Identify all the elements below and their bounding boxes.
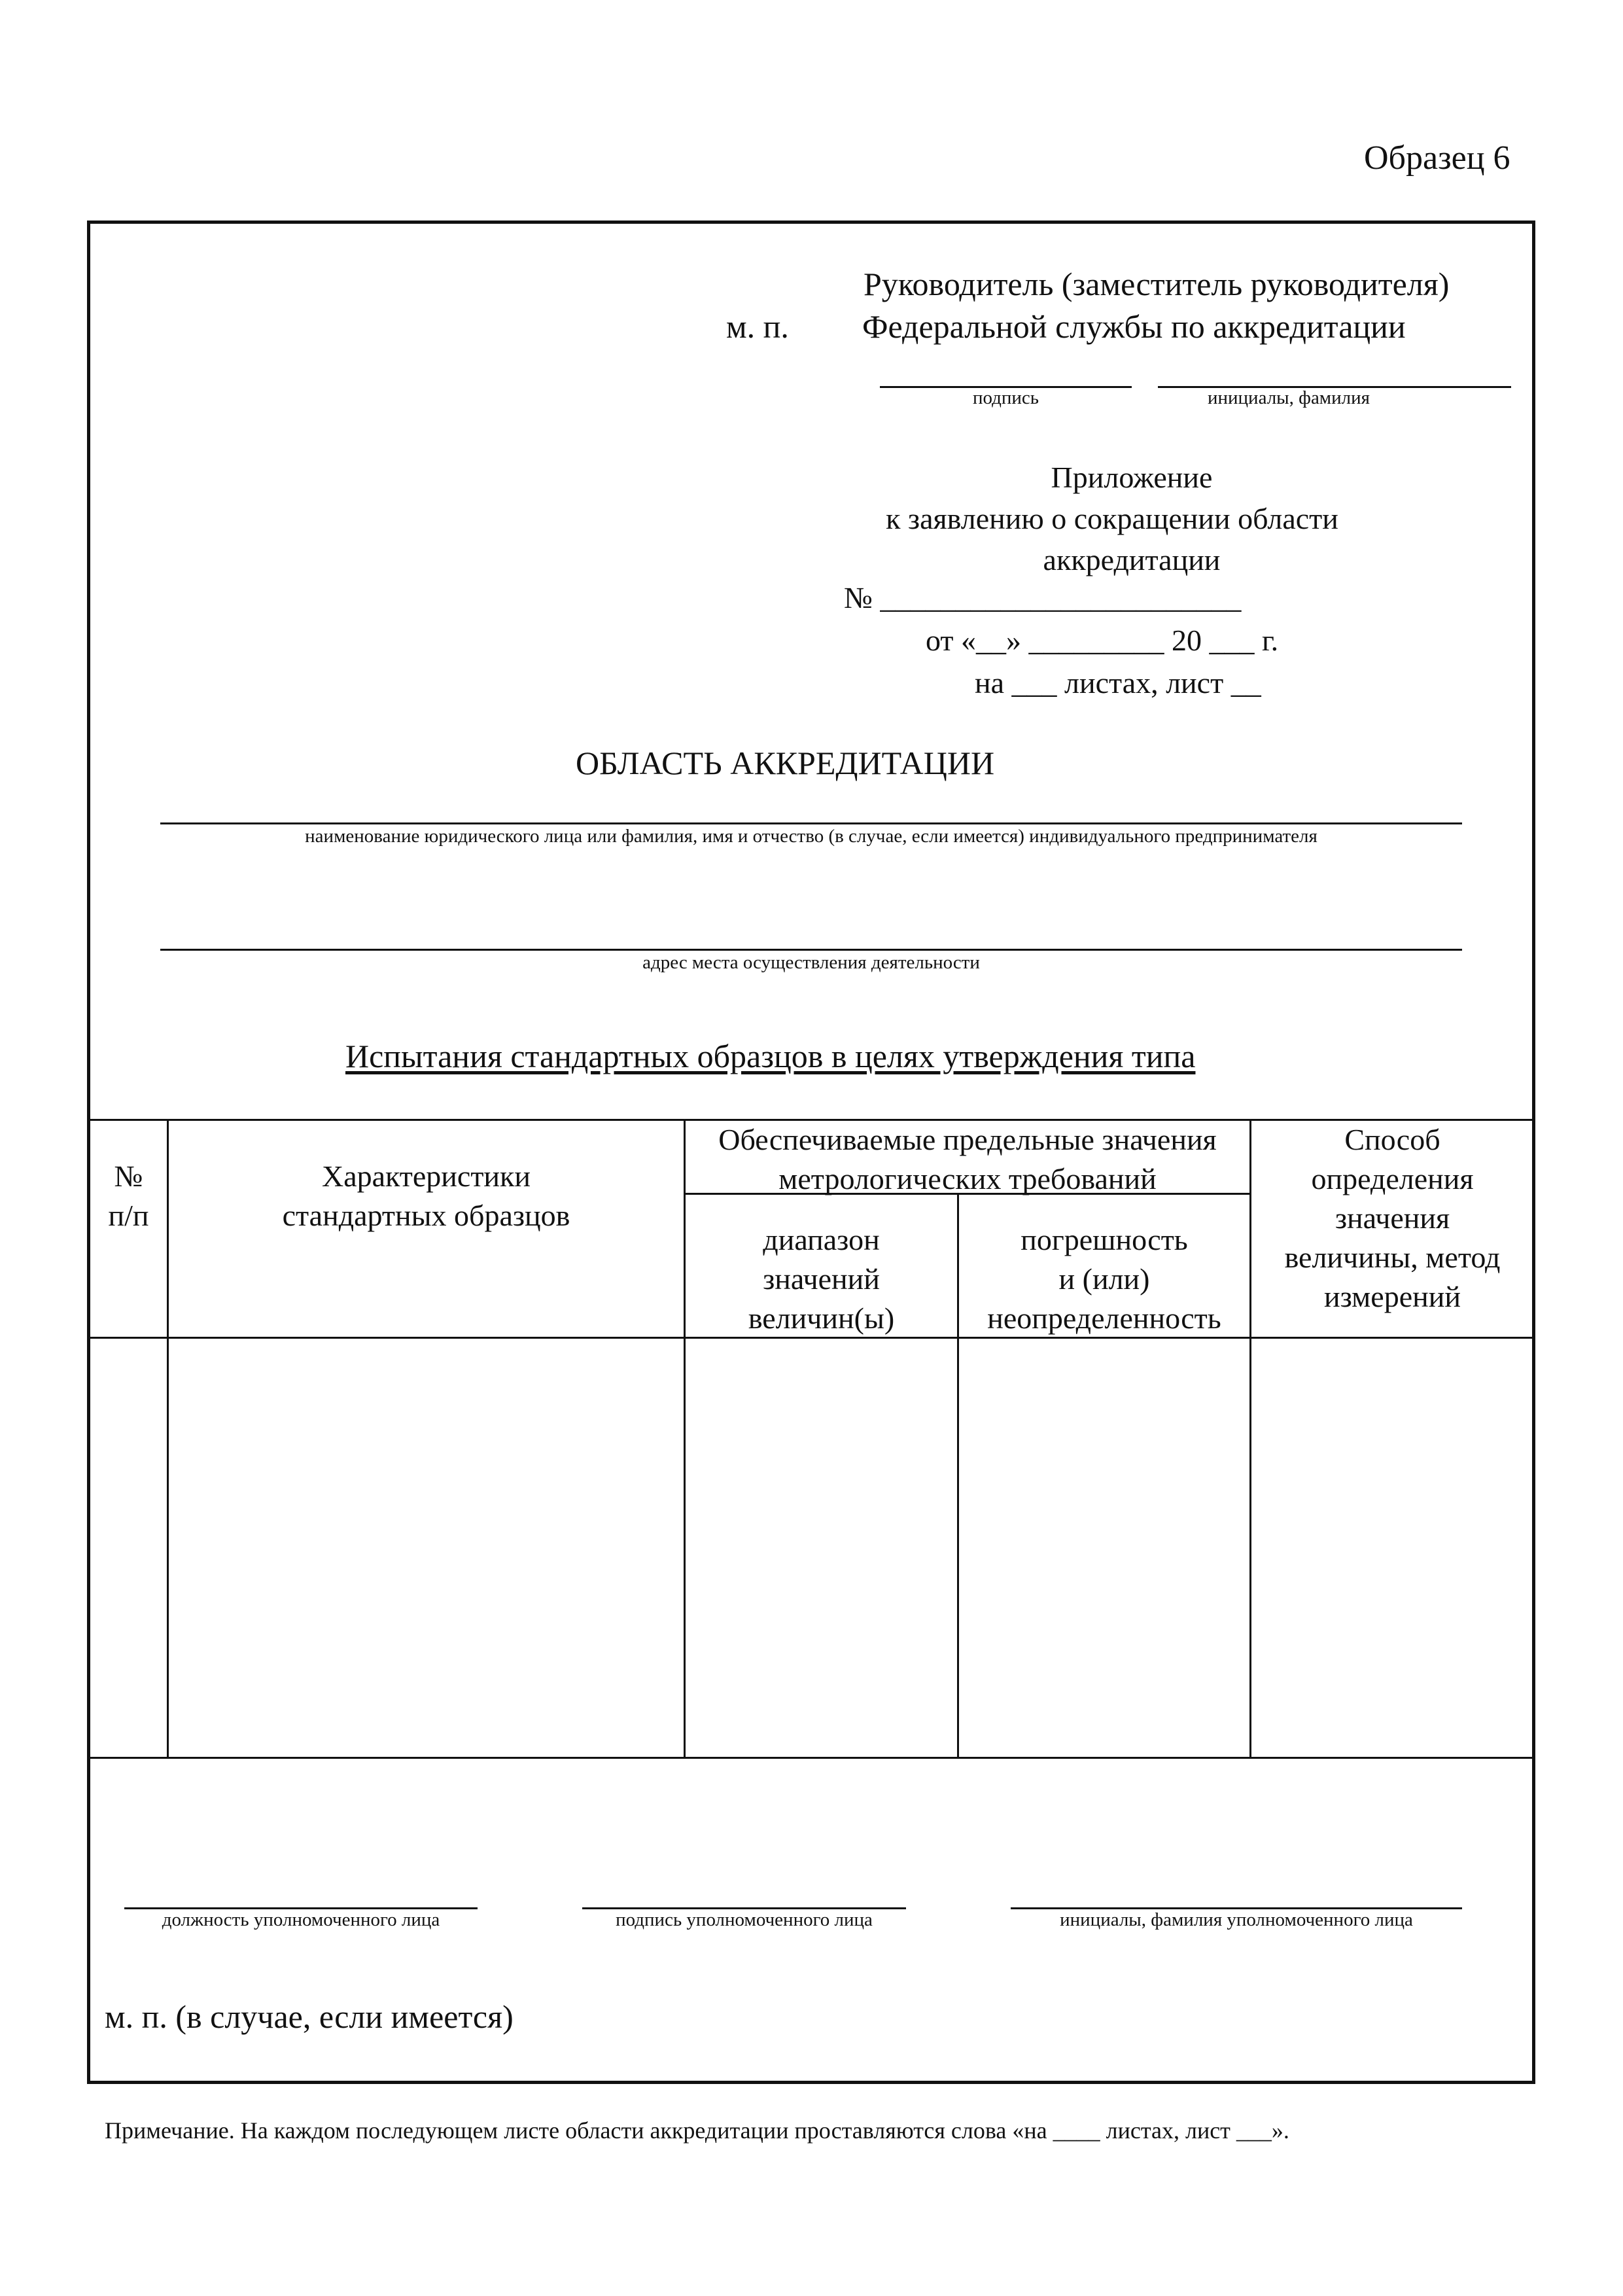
authorized-name-caption: инициалы, фамилия уполномоченного лица — [1060, 1909, 1413, 1930]
header-characteristics-line-1: Характеристики — [321, 1159, 531, 1193]
table-col-divider-2 — [684, 1119, 686, 1757]
approval-line-2: Федеральной службы по аккредитации — [862, 308, 1406, 345]
annex-number-field: № ________________________ — [844, 581, 1242, 614]
header-metrological-limits-line-2: метрологических требований — [778, 1162, 1157, 1195]
header-characteristics — [169, 1157, 684, 1235]
header-method-line-3: значения — [1335, 1201, 1450, 1235]
address-line — [160, 949, 1462, 951]
header-method-line-2: определения — [1311, 1162, 1474, 1195]
header-num-line-1: № — [114, 1159, 143, 1193]
header-error-line-2: и (или) — [1058, 1262, 1150, 1296]
header-method-line-4: величины, метод — [1284, 1241, 1501, 1274]
header-error — [959, 1220, 1249, 1338]
document-title: ОБЛАСТЬ АККРЕДИТАЦИИ — [576, 745, 995, 781]
header-error-line-1: погрешность — [1021, 1223, 1188, 1256]
header-method-line-5: измерений — [1324, 1280, 1461, 1313]
annex-sheets-field: на ___ листах, лист __ — [975, 666, 1261, 699]
entity-name-line — [160, 822, 1462, 824]
header-range-line-1: диапазон — [763, 1223, 880, 1256]
approval-signature-caption: подпись — [972, 387, 1039, 408]
annex-line-3: аккредитации — [1043, 543, 1221, 576]
stamp-place-note: м. п. (в случае, если имеется) — [105, 1998, 514, 2035]
header-range-line-3: величин(ы) — [748, 1301, 895, 1335]
signature-caption: подпись уполномоченного лица — [616, 1909, 873, 1930]
annex-line-2: к заявлению о сокращении области — [886, 502, 1338, 535]
header-method — [1251, 1120, 1533, 1316]
address-caption: адрес места осуществления деятельности — [642, 952, 980, 973]
header-num-line-2: п/п — [108, 1199, 149, 1232]
header-num — [90, 1157, 167, 1235]
header-range-line-2: значений — [763, 1262, 880, 1296]
footnote: Примечание. На каждом последующем листе области аккредитации проставляются слова «на ____ листах, лист ___». — [105, 2117, 1289, 2144]
table-bottom-border — [90, 1757, 1533, 1759]
section-title: Испытания стандартных образцов в целях утверждения типа — [345, 1038, 1196, 1074]
approval-name-caption: инициалы, фамилия — [1207, 387, 1370, 408]
entity-name-caption: наименование юридического лица или фамилия, имя и отчество (в случае, если имеется) индивидуального предпринимателя — [305, 826, 1318, 847]
annex-title: Приложение — [1051, 461, 1213, 494]
header-metrological-limits — [686, 1120, 1249, 1199]
approval-stamp-place: м. п. — [726, 308, 789, 345]
header-error-line-3: неопределенность — [987, 1301, 1221, 1335]
position-caption: должность уполномоченного лица — [162, 1909, 440, 1930]
annex-date-field: от «__» _________ 20 ___ г. — [926, 624, 1279, 657]
approval-line-1: Руководитель (заместитель руководителя) — [864, 266, 1450, 302]
sample-label: Образец 6 — [1364, 139, 1510, 177]
header-method-line-1: Способ — [1344, 1123, 1440, 1156]
header-metrological-limits-line-1: Обеспечиваемые предельные значения — [718, 1123, 1217, 1156]
header-characteristics-line-2: стандартных образцов — [282, 1199, 570, 1232]
header-range — [686, 1220, 957, 1338]
